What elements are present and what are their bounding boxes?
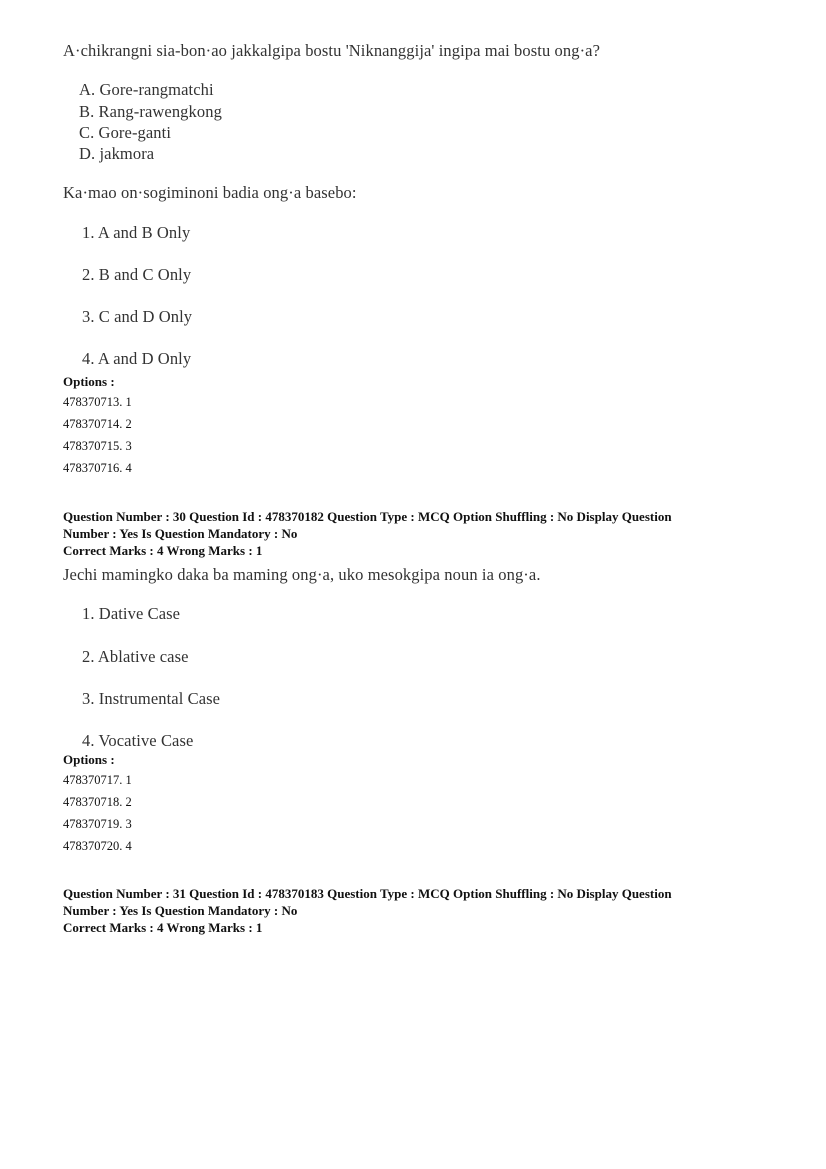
- q29-choice-c: C. Gore-ganti: [79, 123, 172, 142]
- q29-option-1: 478370713. 1: [63, 395, 132, 409]
- q29-answer-4: 4. A and D Only: [82, 349, 192, 368]
- q30-answer-2: 2. Ablative case: [82, 647, 189, 666]
- q29-answer-1: 1. A and B Only: [82, 223, 191, 242]
- q29-option-3: 478370715. 3: [63, 439, 132, 453]
- q30-meta-line1: Question Number : 30 Question Id : 478370182 Question Type : MCQ Option Shuffling : No Display Question: [63, 509, 672, 524]
- q29-choice-b: B. Rang-rawengkong: [79, 102, 222, 121]
- q30-option-1: 478370717. 1: [63, 773, 132, 787]
- q30-answer-3: 3. Instrumental Case: [82, 689, 221, 708]
- q30-option-2: 478370718. 2: [63, 795, 132, 809]
- q31-meta-line1: Question Number : 31 Question Id : 478370183 Question Type : MCQ Option Shuffling : No Display Question: [63, 886, 672, 901]
- q30-answer-4: 4. Vocative Case: [82, 731, 194, 750]
- q30-option-4: 478370720. 4: [63, 839, 132, 853]
- q29-option-2: 478370714. 2: [63, 417, 132, 431]
- q30-answer-1: 1. Dative Case: [82, 604, 181, 623]
- q30-option-3: 478370719. 3: [63, 817, 132, 831]
- q29-options-label: Options :: [63, 374, 115, 389]
- q29-choice-d: D. jakmora: [79, 144, 155, 163]
- q29-option-4: 478370716. 4: [63, 461, 132, 475]
- q29-choice-a: A. Gore-rangmatchi: [79, 80, 214, 99]
- q31-marks: Correct Marks : 4 Wrong Marks : 1: [63, 920, 263, 935]
- q30-marks: Correct Marks : 4 Wrong Marks : 1: [63, 543, 263, 558]
- q30-meta-line2: Number : Yes Is Question Mandatory : No: [63, 526, 298, 541]
- q31-meta: [63, 885, 763, 936]
- q29-instruction: Ka·mao on·sogiminoni badia ong·a basebo:: [63, 183, 357, 202]
- q29-answer-3: 3. C and D Only: [82, 307, 193, 326]
- q30-question-text: Jechi mamingko daka ba maming ong·a, uko mesokgipa noun ia ong·a.: [63, 565, 541, 584]
- q29-question-text: A·chikrangni sia-bon·ao jakkalgipa bostu 'Niknanggija' ingipa mai bostu ong·a?: [63, 41, 601, 60]
- q30-meta: [63, 508, 763, 559]
- q30-options-label: Options :: [63, 752, 115, 767]
- q31-meta-line2: Number : Yes Is Question Mandatory : No: [63, 903, 298, 918]
- q29-answer-2: 2. B and C Only: [82, 265, 192, 284]
